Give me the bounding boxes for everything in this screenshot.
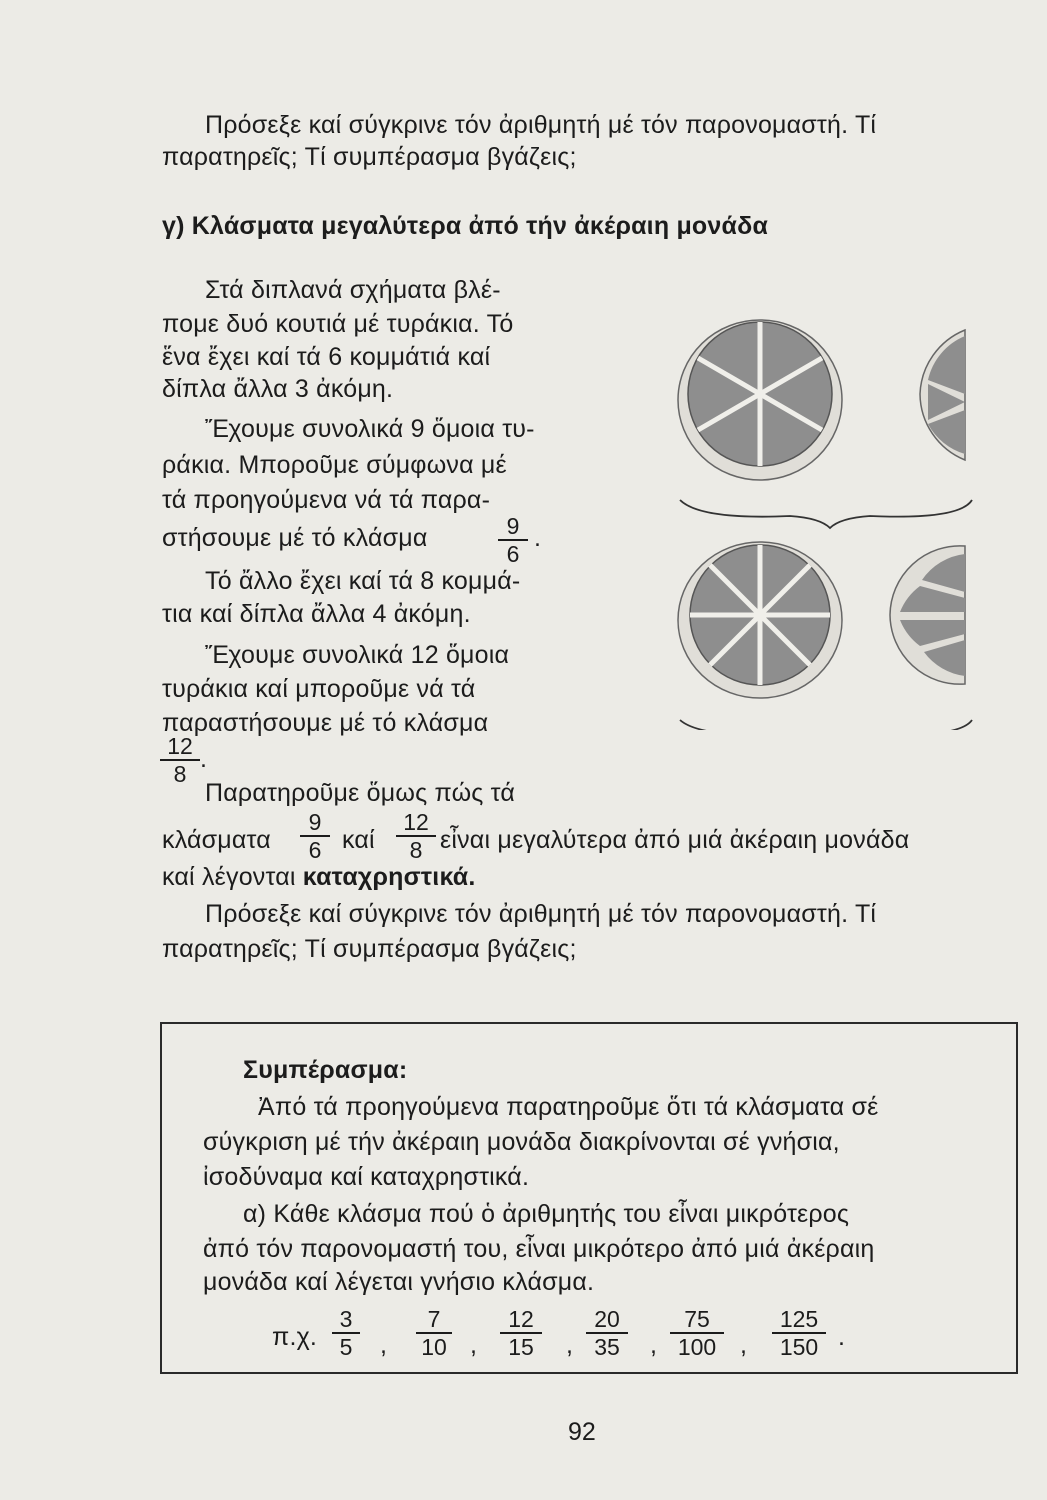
fraction-denominator: 6 [308, 837, 322, 863]
para-line: Τό ἄλλο ἔχει καί τά 8 κομμά- [205, 567, 521, 595]
para-line: Παρατηροῦμε ὅμως πώς τά [205, 779, 516, 807]
fraction-denominator: 8 [409, 837, 423, 863]
conclusion-line: ἰσοδύναμα καί καταχρηστικά. [203, 1163, 530, 1191]
fraction-12-8-inline [396, 810, 436, 862]
separator: , [380, 1331, 388, 1359]
example-fraction [586, 1307, 628, 1359]
conclusion-line: σύγκριση μέ τήν ἀκέραιη μονάδα διακρίνονται σέ γνήσια, [203, 1128, 840, 1156]
para-line: τια καί δίπλα ἄλλα 4 ἀκόμη. [162, 600, 471, 628]
para-line [162, 862, 475, 892]
para-text: καί λέγονται [162, 863, 296, 891]
para-line: εἶναι μεγαλύτερα ἀπό μιά ἀκέραιη μονάδα [440, 826, 910, 854]
para-line: στήσουμε μέ τό κλάσμα [162, 524, 428, 552]
example-fraction [772, 1307, 826, 1359]
intro-line-2: παρατηρεῖς; Τί συμπέρασμα βγάζεις; [162, 143, 577, 171]
fraction-denominator: 35 [594, 1334, 620, 1360]
cheese-box-8-pieces [678, 542, 842, 698]
period: . [534, 524, 542, 552]
fraction-9-6 [498, 514, 528, 566]
conclusion-line: Ἀπό τά προηγούμενα παρατηροῦμε ὅτι τά κλάσματα σέ [258, 1093, 879, 1121]
conclusion-line: μονάδα καί λέγεται γνήσιο κλάσμα. [203, 1268, 595, 1296]
para-line: Πρόσεξε καί σύγκρινε τόν ἀριθμητή μέ τόν παρονομαστή. Τί [205, 900, 877, 928]
period: . [200, 745, 208, 773]
para-line: καί [342, 826, 375, 854]
fraction-numerator: 3 [339, 1306, 353, 1332]
conclusion-line: α) Κάθε κλάσμα πού ὁ ἀριθμητής του εἶναι μικρότερος [243, 1200, 850, 1228]
fraction-numerator: 9 [308, 809, 322, 835]
cheese-extra-4-pieces [890, 546, 965, 684]
fraction-numerator: 125 [779, 1306, 819, 1332]
para-line: ράκια. Μποροῦμε σύμφωνα μέ [162, 451, 507, 479]
period: . [838, 1323, 846, 1351]
example-fraction [500, 1307, 542, 1359]
conclusion-line: ἀπό τόν παρονομαστή του, εἶναι μικρότερο ἀπό μιά ἀκέραιη [203, 1235, 875, 1263]
fraction-denominator: 100 [677, 1334, 717, 1360]
fraction-numerator: 75 [684, 1306, 710, 1332]
brace-icon [680, 500, 972, 528]
separator: , [740, 1331, 748, 1359]
cheese-boxes-illustration [660, 310, 990, 730]
fraction-numerator: 20 [594, 1306, 620, 1332]
para-line: παραστήσουμε μέ τό κλάσμα [162, 709, 489, 737]
intro-line-1: Πρόσεξε καί σύγκρινε τόν ἀριθμητή μέ τόν παρονομαστή. Τί [205, 111, 877, 139]
example-fraction [332, 1307, 360, 1359]
brace-icon [680, 720, 972, 730]
fraction-numerator: 9 [506, 513, 520, 539]
para-line: δίπλα ἄλλα 3 ἀκόμη. [162, 375, 394, 403]
conclusion-title: Συμπέρασμα: [243, 1056, 408, 1084]
para-line: Ἔχουμε συνολικά 12 ὅμοια [205, 641, 510, 669]
para-line: πομε δυό κουτιά μέ τυράκια. Τό [162, 310, 514, 338]
para-line: Ἔχουμε συνολικά 9 ὅμοια τυ- [205, 415, 535, 443]
page-number: 92 [568, 1418, 596, 1446]
separator: , [566, 1331, 574, 1359]
fraction-numerator: 7 [427, 1306, 441, 1332]
section-heading: γ) Κλάσματα μεγαλύτερα ἀπό τήν ἀκέραιη μονάδα [162, 212, 769, 240]
fraction-numerator: 12 [508, 1306, 534, 1332]
fraction-denominator: 6 [506, 541, 520, 567]
fraction-denominator: 150 [779, 1334, 819, 1360]
fraction-numerator: 12 [403, 809, 429, 835]
fraction-denominator: 5 [339, 1334, 353, 1360]
fraction-numerator: 12 [167, 733, 193, 759]
fraction-denominator: 8 [173, 761, 187, 787]
para-line: κλάσματα [162, 826, 271, 854]
fraction-denominator: 15 [508, 1334, 534, 1360]
para-line: ἕνα ἔχει καί τά 6 κομμάτιά καί [162, 343, 491, 371]
example-fraction [670, 1307, 724, 1359]
term-improper: καταχρηστικά. [302, 863, 476, 891]
cheese-extra-3-pieces [920, 330, 965, 460]
fraction-12-8 [160, 734, 200, 786]
example-label: π.χ. [272, 1323, 318, 1351]
para-line: τά προηγούμενα νά τά παρα- [162, 486, 491, 514]
para-line: τυράκια καί μποροῦμε νά τά [162, 675, 476, 703]
example-fraction [416, 1307, 452, 1359]
cheese-box-6-pieces [678, 320, 842, 480]
separator: , [650, 1331, 658, 1359]
separator: , [470, 1331, 478, 1359]
fraction-denominator: 10 [421, 1334, 447, 1360]
para-line: Στά διπλανά σχήματα βλέ- [205, 276, 501, 304]
para-line: παρατηρεῖς; Τί συμπέρασμα βγάζεις; [162, 935, 577, 963]
fraction-9-6-inline [300, 810, 330, 862]
